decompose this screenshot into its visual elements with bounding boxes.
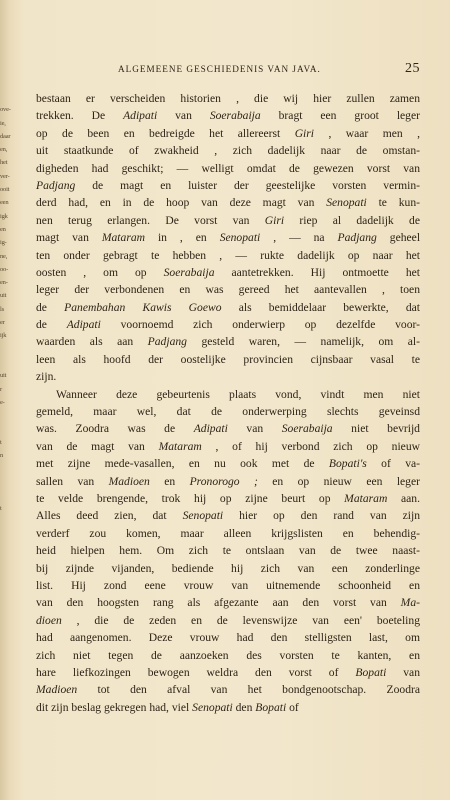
text-line xyxy=(36,212,420,229)
text-run: was. Zoodra was de xyxy=(36,422,194,436)
italic-name: Senopati xyxy=(182,509,224,523)
text-run: de xyxy=(36,300,65,314)
text-run: dit zijn beslag gekregen had, viel xyxy=(36,700,193,714)
italic-name: Mataram xyxy=(344,491,388,505)
text-run: of va- xyxy=(366,457,420,471)
margin-fragment: en, xyxy=(0,146,8,154)
text-line xyxy=(36,125,420,142)
margin-fragment: uit xyxy=(0,372,7,380)
text-run: uit staatkunde of zwakheid , zich dadelijk naar de omstan- xyxy=(36,144,420,158)
text-run: de magt en luister der geestelijke vorsten vermin- xyxy=(75,178,420,192)
text-run: list. Hij zond eene vrouw van uitnemende schoonheid en xyxy=(36,578,420,592)
text-run: geheel xyxy=(376,231,421,245)
italic-name: Soerabaija xyxy=(163,265,215,279)
margin-fragment: t xyxy=(0,438,2,446)
text-line xyxy=(36,229,420,246)
italic-name: Mataram xyxy=(101,231,145,245)
text-run: waarden als aan xyxy=(36,335,148,349)
text-run: leen als hoofd der oostelijke provincien cijnsbaar vasal te xyxy=(36,352,420,366)
italic-name: Senopati xyxy=(326,196,367,210)
text-run: te velde brengende, trok hij op zijne beurt op xyxy=(36,491,345,505)
text-run: bij zijnde vijanden, bediende hij zich van een zonderlinge xyxy=(36,561,420,575)
margin-fragment: ver- xyxy=(0,172,10,180)
italic-name: Bopati's xyxy=(328,457,367,471)
margin-fragment: en xyxy=(0,225,6,233)
italic-name: Mataram xyxy=(158,439,202,453)
text-line xyxy=(36,247,420,264)
text-run: zijn. xyxy=(36,370,57,384)
margin-fragment: ijk xyxy=(0,332,7,340)
text-run: bragt een groot leger xyxy=(260,109,420,123)
text-run: aan. xyxy=(387,491,420,505)
text-run: , die de zeden en de levenswijze van een' boeteling xyxy=(61,613,420,627)
italic-name: Senopati xyxy=(219,231,261,245)
margin-fragment xyxy=(0,90,16,103)
text-line xyxy=(36,525,420,542)
margin-fragment: uit xyxy=(0,292,7,300)
margin-fragment xyxy=(0,356,16,369)
text-line xyxy=(36,594,420,611)
margin-fragment: daar xyxy=(0,132,11,140)
text-run: gemeld, maar wel, dat de onderwerping slechts geveinsd xyxy=(36,405,420,419)
text-run: de xyxy=(36,318,67,332)
margin-fragment: e- xyxy=(0,398,5,406)
text-line xyxy=(36,386,420,403)
text-run: hare liefkozingen bewogen weldra den vorst of xyxy=(36,665,356,679)
text-run: te kun- xyxy=(366,196,420,210)
text-line xyxy=(36,142,420,159)
text-line xyxy=(36,455,420,472)
italic-name: Madioen xyxy=(108,474,150,488)
text-line xyxy=(36,90,420,107)
text-line xyxy=(36,647,420,664)
text-line xyxy=(36,177,420,194)
text-run: van de magt van xyxy=(36,439,159,453)
italic-name: Pronorogo ; xyxy=(189,474,258,488)
running-head-title: ALGEMEENE GESCHIEDENIS VAN JAVA. xyxy=(118,64,321,74)
margin-fragment: n xyxy=(0,452,4,460)
margin-fragment: ig- xyxy=(0,239,7,247)
text-run: of xyxy=(286,700,299,714)
text-run: , — na xyxy=(260,231,338,245)
text-run: magt van xyxy=(36,231,102,245)
text-line xyxy=(36,577,420,594)
text-line xyxy=(36,281,420,298)
text-line xyxy=(36,403,420,420)
text-line xyxy=(36,473,420,490)
italic-name: Soerabaija xyxy=(209,109,261,123)
text-run: nen terug erlangen. De vorst van xyxy=(36,213,265,227)
margin-fragment xyxy=(0,569,16,582)
text-run: gesteld waren, — namelijk, om al- xyxy=(186,335,420,349)
margin-fragment xyxy=(0,555,16,568)
italic-name: Padjang xyxy=(337,231,377,245)
italic-name: Bopati xyxy=(355,665,387,679)
margin-fragment xyxy=(0,476,16,489)
italic-name: Bopati xyxy=(255,700,287,714)
margin-fragment xyxy=(0,462,16,475)
text-run: Wanneer deze gebeurtenis plaats vond, vindt men niet xyxy=(56,387,420,401)
text-line xyxy=(36,629,420,646)
margin-fragment: ls xyxy=(0,305,4,313)
text-run: trekken. De xyxy=(36,109,124,123)
margin-fragment xyxy=(0,516,16,529)
margin-fragment: oo- xyxy=(0,265,9,273)
text-line xyxy=(36,664,420,681)
text-run: heid hielpen hem. Om zich te ontslaan van de twee naast- xyxy=(36,544,420,558)
text-run: , waar men , xyxy=(314,126,420,140)
text-run: zich niet tegen de aanzoeken des vorsten te kanten, en xyxy=(36,648,420,662)
text-run: van xyxy=(157,109,210,123)
margin-fragment xyxy=(0,343,16,356)
text-line xyxy=(36,681,420,698)
margin-fragment: ove- xyxy=(0,106,11,114)
italic-name: Padjang xyxy=(36,178,76,192)
margin-fragment: ne, xyxy=(0,252,8,260)
text-line xyxy=(36,507,420,524)
text-line xyxy=(36,194,420,211)
text-run: niet bevrijd xyxy=(332,422,420,436)
margin-fragment: ooit xyxy=(0,186,10,194)
text-run: tot den afval van het bondgenootschap. Zoodra xyxy=(77,683,420,697)
margin-fragment: er xyxy=(0,319,5,327)
text-run: digheden had geschikt; — welligt omdat de gewezen vorst van xyxy=(36,161,420,175)
text-run: hier op den rand van zijn xyxy=(223,509,420,523)
text-run: den xyxy=(232,700,256,714)
italic-name: Madioen xyxy=(36,683,78,697)
margin-fragment xyxy=(0,529,16,542)
margin-fragment: ie, xyxy=(0,119,6,127)
text-run: derd had, en in de hoop van deze magt van xyxy=(36,196,327,210)
text-run: en op nieuw een leger xyxy=(257,474,420,488)
margin-fragment xyxy=(0,489,16,502)
text-line xyxy=(36,438,420,455)
text-line xyxy=(36,420,420,437)
text-run: voornoemd zich onderwierp op dezelfde voor- xyxy=(100,318,420,332)
margin-fragment: een xyxy=(0,199,9,207)
text-run: ten onder gebragt te hebben , — rukte dadelijk op naar het xyxy=(36,248,420,262)
text-run: van xyxy=(227,422,282,436)
text-line xyxy=(36,299,420,316)
text-run: van xyxy=(386,665,420,679)
text-line xyxy=(36,699,420,716)
margin-fragment xyxy=(0,422,16,435)
text-run: in , en xyxy=(145,231,220,245)
margin-fragment: igk xyxy=(0,212,8,220)
text-run: riep al dadelijk de xyxy=(284,213,420,227)
text-run: oosten , om op xyxy=(36,265,164,279)
text-run: als bemiddelaar bewerkte, dat xyxy=(221,300,420,314)
italic-name: Senopati xyxy=(192,700,233,714)
facing-page-margin-fragments xyxy=(0,90,16,710)
italic-name: Adipati xyxy=(123,109,158,123)
italic-name: Panembahan Kawis Goewo xyxy=(64,300,222,314)
text-run: sallen van xyxy=(36,474,109,488)
text-run: en xyxy=(149,474,190,488)
text-run: , of hij verbond zich op nieuw xyxy=(201,439,420,453)
text-line xyxy=(36,368,420,385)
margin-fragment xyxy=(0,582,16,595)
margin-fragment xyxy=(0,409,16,422)
text-line xyxy=(36,264,420,281)
text-run: aantetrekken. Hij ontmoette het xyxy=(214,265,420,279)
text-line xyxy=(36,107,420,124)
running-head xyxy=(36,62,420,78)
italic-name: Ma- xyxy=(400,596,420,610)
text-run: verderf zou komen, maar alleen krijgslisten en behendig- xyxy=(36,526,420,540)
italic-name: Padjang xyxy=(147,335,187,349)
margin-fragment: r xyxy=(0,385,2,393)
text-line xyxy=(36,542,420,559)
text-line xyxy=(36,560,420,577)
page-number: 25 xyxy=(405,61,420,76)
text-line xyxy=(36,612,420,629)
text-run: met zijne mede-vasallen, en nu ook met de xyxy=(36,457,329,471)
text-line xyxy=(36,351,420,368)
italic-name: Giri xyxy=(294,126,315,140)
text-line xyxy=(36,316,420,333)
text-line xyxy=(36,490,420,507)
margin-fragment xyxy=(0,542,16,555)
text-line xyxy=(36,160,420,177)
margin-fragment: het xyxy=(0,159,8,167)
text-run: bestaan er verscheiden historien , die wij hier zullen zamen xyxy=(36,92,420,105)
italic-name: Adipati xyxy=(66,318,101,332)
text-run: van den hoogsten rang als afgezante aan den vorst van xyxy=(36,596,401,610)
italic-name: Adipati xyxy=(193,422,228,436)
body-text xyxy=(36,90,420,716)
margin-fragment: t xyxy=(0,505,2,513)
margin-fragment: en- xyxy=(0,279,8,287)
italic-name: Giri xyxy=(264,213,285,227)
italic-name: Soerabaija xyxy=(281,422,333,436)
text-run: op de been en bedreigde het allereerst xyxy=(36,126,295,140)
italic-name: dioen xyxy=(36,613,62,627)
text-run: Alles deed zien, dat xyxy=(36,509,183,523)
text-run: had aangenomen. Deze vrouw had den stelligsten last, om xyxy=(36,631,420,645)
text-run: leger der verbondenen en was gereed het aantevallen , toen xyxy=(36,283,420,297)
text-line xyxy=(36,333,420,350)
